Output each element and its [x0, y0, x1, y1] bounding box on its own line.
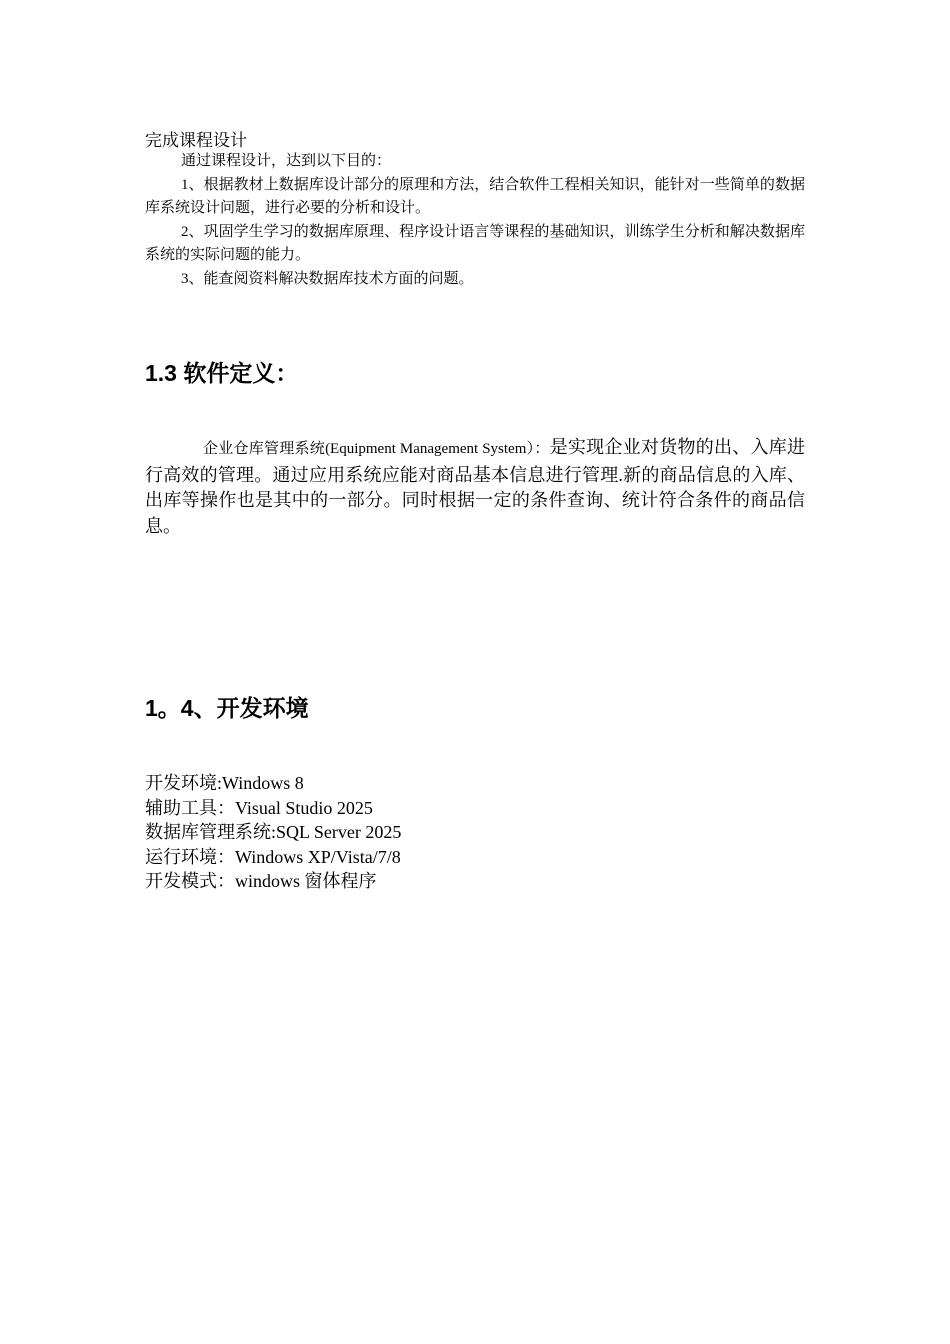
definition-lead: 企业仓库管理系统(Equipment Management System）： — [203, 441, 550, 457]
section-heading-dev-environment: 1。4、开发环境 — [145, 695, 309, 721]
software-definition-paragraph — [145, 435, 805, 539]
goal-item-3: 3、能查阅资料解决数据库技术方面的问题。 — [181, 270, 474, 287]
section-heading-software-definition: 1.3 软件定义： — [145, 360, 299, 386]
dev-environment-list — [145, 771, 401, 894]
definition-body: 是实现企业对货物的出、入库进行高效的管理。通过应用系统应能对商品基本信息进行管理.新的商品信息的入库、出库等操作也是其中的一部分。同时根据一定的条件查询、统计符合条件的商品信息。 — [145, 437, 806, 536]
env-item-runtime: 运行环境：Windows XP/Vista/7/8 — [145, 846, 401, 867]
course-goals — [145, 150, 805, 291]
goals-intro: 通过课程设计，达到以下目的： — [181, 153, 392, 169]
intro-first-line: 完成课程设计 — [145, 131, 247, 150]
env-item-mode: 开发模式：windows 窗体程序 — [145, 871, 377, 891]
goal-item-2: 2、巩固学生学习的数据库原理、程序设计语言等课程的基础知识，训练学生分析和解决数据库系统的实际问题的能力。 — [145, 223, 805, 263]
env-item-os: 开发环境:Windows 8 — [145, 773, 304, 793]
env-item-tool: 辅助工具：Visual Studio 2025 — [145, 797, 373, 818]
env-item-dbms: 数据库管理系统:SQL Server 2025 — [145, 822, 402, 842]
goal-item-1: 1、根据教材上数据库设计部分的原理和方法，结合软件工程相关知识，能针对一些简单的数据库系统设计问题，进行必要的分析和设计。 — [145, 176, 805, 216]
